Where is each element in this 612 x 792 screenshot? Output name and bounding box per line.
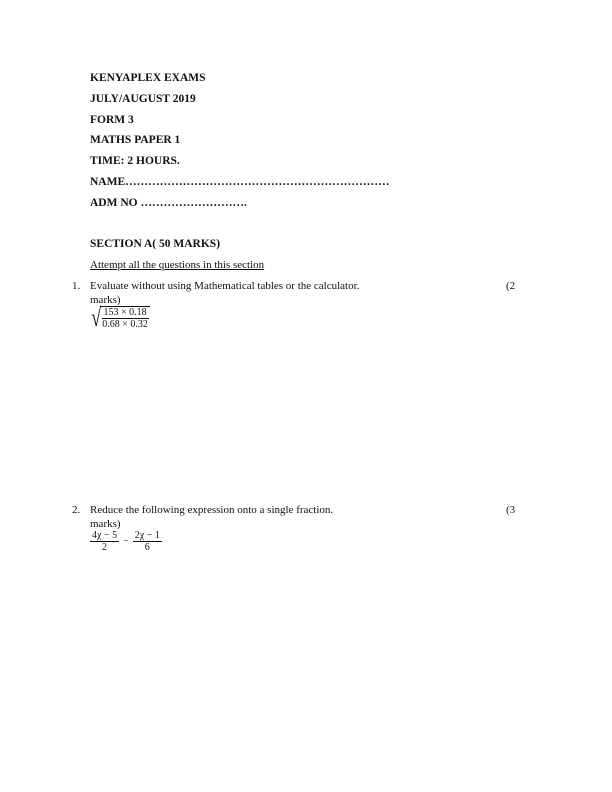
sqrt-expression xyxy=(89,303,150,332)
right-numerator: 2χ − 1 xyxy=(134,530,160,541)
denominator: 0.68 × 0.32 xyxy=(102,319,148,330)
right-fraction xyxy=(133,530,162,553)
section-instruction: Attempt all the questions in this section xyxy=(90,259,265,271)
left-denominator: 2 xyxy=(102,542,108,553)
question-text: Reduce the following expression onto a single fraction. xyxy=(90,504,334,516)
exam-session: JULY/AUGUST 2019 xyxy=(90,93,196,105)
school-name: KENYAPLEX EXAMS xyxy=(90,72,206,84)
marks-open: (2 xyxy=(506,280,516,292)
marks-close: marks) xyxy=(90,518,121,530)
minus-operator: − xyxy=(123,536,129,547)
paper-title: MATHS PAPER 1 xyxy=(90,134,181,146)
question-number: 2. xyxy=(72,504,81,516)
marks-open: (3 xyxy=(506,504,516,516)
adm-no-field: ADM NO ………………………. xyxy=(90,197,247,209)
marks-close: marks) xyxy=(90,294,121,306)
right-denominator: 6 xyxy=(144,542,150,553)
left-fraction xyxy=(90,530,119,553)
form-level: FORM 3 xyxy=(90,114,134,126)
left-numerator: 4χ − 5 xyxy=(92,530,118,541)
numerator: 153 × 0.18 xyxy=(103,307,147,318)
question-number: 1. xyxy=(72,280,81,292)
name-field: NAME…………………………………………………………… xyxy=(90,176,390,188)
section-title: SECTION A( 50 MARKS) xyxy=(90,238,221,250)
time-allowed: TIME: 2 HOURS. xyxy=(90,155,180,167)
radical-sign-icon: √ xyxy=(91,303,102,332)
fraction-expression xyxy=(90,530,162,553)
radicand-fraction xyxy=(100,306,150,330)
question-text: Evaluate without using Mathematical tables or the calculator. xyxy=(90,280,360,292)
